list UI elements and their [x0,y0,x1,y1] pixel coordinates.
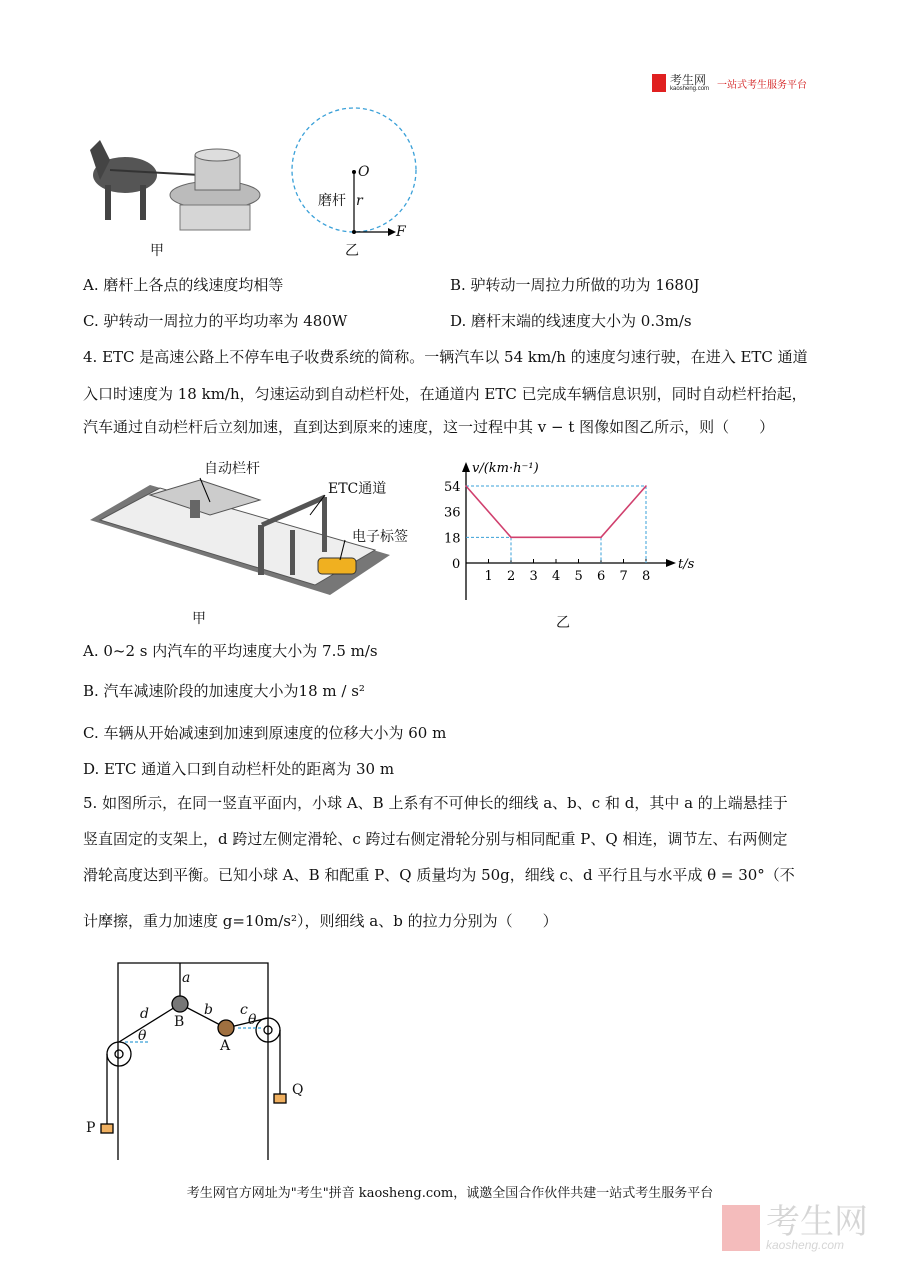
q4-stem-1: 4. ETC 是高速公路上不停车电子收费系统的简称。一辆汽车以 54 km/h 的速度匀速行驶，在进入 ETC 通道 [83,348,808,366]
q4-fig-a-caption: 甲 [192,611,206,627]
label-rod: 磨杆 [318,193,346,209]
donkey-mill-illustration [90,140,260,230]
x-tick-label: 2 [507,569,516,584]
label-A: A [220,1038,231,1054]
watermark-logo [722,1205,868,1251]
q5-stem-4: 计摩擦，重力加速度 g=10m/s²），则细线 a、b 的拉力分别为（ ） [83,912,558,930]
q3-option-c: C. 驴转动一周拉力的平均功率为 480W [83,312,348,330]
label-Q: Q [292,1082,304,1098]
data-point [510,537,512,539]
q4-option-b: B. 汽车减速阶段的加速度大小为18 m / s² [83,682,365,700]
label-a: a [182,970,191,986]
label-B: B [174,1014,185,1030]
q3-option-d: D. 磨杆末端的线速度大小为 0.3m/s [450,312,692,330]
x-tick-label: 1 [484,569,493,584]
q5-stem-2: 竖直固定的支架上，d 跨过左侧定滑轮、c 跨过右侧定滑轮分别与相同配重 P、Q 相连，调节左、右两侧定 [83,830,788,848]
q4-option-c: C. 车辆从开始减速到加速到原速度的位移大小为 60 m [83,724,447,742]
q5-stem-1: 5. 如图所示，在同一竖直平面内，小球 A、B 上系有不可伸长的细线 a、b、c 和 d，其中 a 的上端悬挂于 [83,794,788,812]
watermark-name: 考生网 [766,1203,868,1241]
footer-text: 考生网官方网址为"考生"拼音 kaosheng.com，诚邀全国合作伙伴共建一站式考生服务平台 [186,1186,714,1201]
x-tick-label: 5 [574,569,583,584]
q4-option-a: A. 0~2 s 内汽车的平均速度大小为 7.5 m/s [83,642,378,660]
label-d: d [140,1006,149,1022]
x-tick-label: 4 [552,569,561,584]
x-tick-label: 7 [619,569,628,584]
x-tick-label: 8 [642,569,651,584]
label-lane: ETC通道 [328,481,387,497]
x-axis-label: t/s [678,557,695,572]
label-r: r [356,193,363,209]
y-axis-label: v/(km·h⁻¹) [472,461,539,476]
q4-fig-b-caption: 乙 [556,615,570,631]
label-P: P [86,1120,96,1136]
q3-option-a: A. 磨杆上各点的线速度均相等 [83,276,284,294]
y-tick-label: 54 [444,480,461,495]
watermark-mark-icon [722,1205,760,1251]
q3-option-b: B. 驴转动一周拉力所做的功为 1680J [450,276,700,294]
pulley-diagram [101,963,286,1160]
label-tag: 电子标签 [352,529,408,545]
data-point [465,485,467,487]
q3-fig-a-caption: 甲 [150,243,164,259]
rotation-diagram [292,108,416,236]
logo-name: 考生网 [670,72,707,87]
label-F: F [396,224,406,240]
label-gate: 自动栏杆 [204,461,260,477]
header-slogan: 一站式考生服务平台 [717,79,808,91]
y-axis-arrow [462,462,470,472]
q5-stem-3: 滑轮高度达到平衡。已知小球 A、B 和配重 P、Q 质量均为 50g，细线 c、d 平行且与水平成 θ = 30°（不 [83,866,795,884]
data-point [600,537,602,539]
label-O: O [358,164,370,180]
watermark-domain: kaosheng.com [766,1238,845,1252]
q3-fig-b-caption: 乙 [345,243,359,259]
q4-stem-2: 入口时速度为 18 km/h，匀速运动到自动栏杆处，在通道内 ETC 已完成车辆信息识别，同时自动栏杆抬起， [83,385,807,403]
y-tick-label: 18 [444,531,461,547]
x-tick-label: 3 [529,569,538,584]
label-c: c [240,1002,248,1018]
vt-graph [444,461,695,600]
label-theta-right: θ [248,1012,257,1028]
q4-option-d: D. ETC 通道入口到自动栏杆处的距离为 30 m [83,760,395,778]
label-b: b [204,1002,213,1018]
q4-stem-3: 汽车通过自动栏杆后立刻加速，直到达到原来的速度，这一过程中其 v − t 图像如图乙所示，则（ ） [83,418,775,436]
logo-domain: kaosheng.com [670,85,710,92]
x-tick-label: 6 [597,569,606,584]
y-tick-label: 36 [444,505,461,521]
label-theta-left: θ [138,1028,147,1044]
y-tick-label: 0 [452,557,461,572]
data-point [645,485,647,487]
series-line [466,486,646,537]
x-axis-arrow [666,559,676,567]
